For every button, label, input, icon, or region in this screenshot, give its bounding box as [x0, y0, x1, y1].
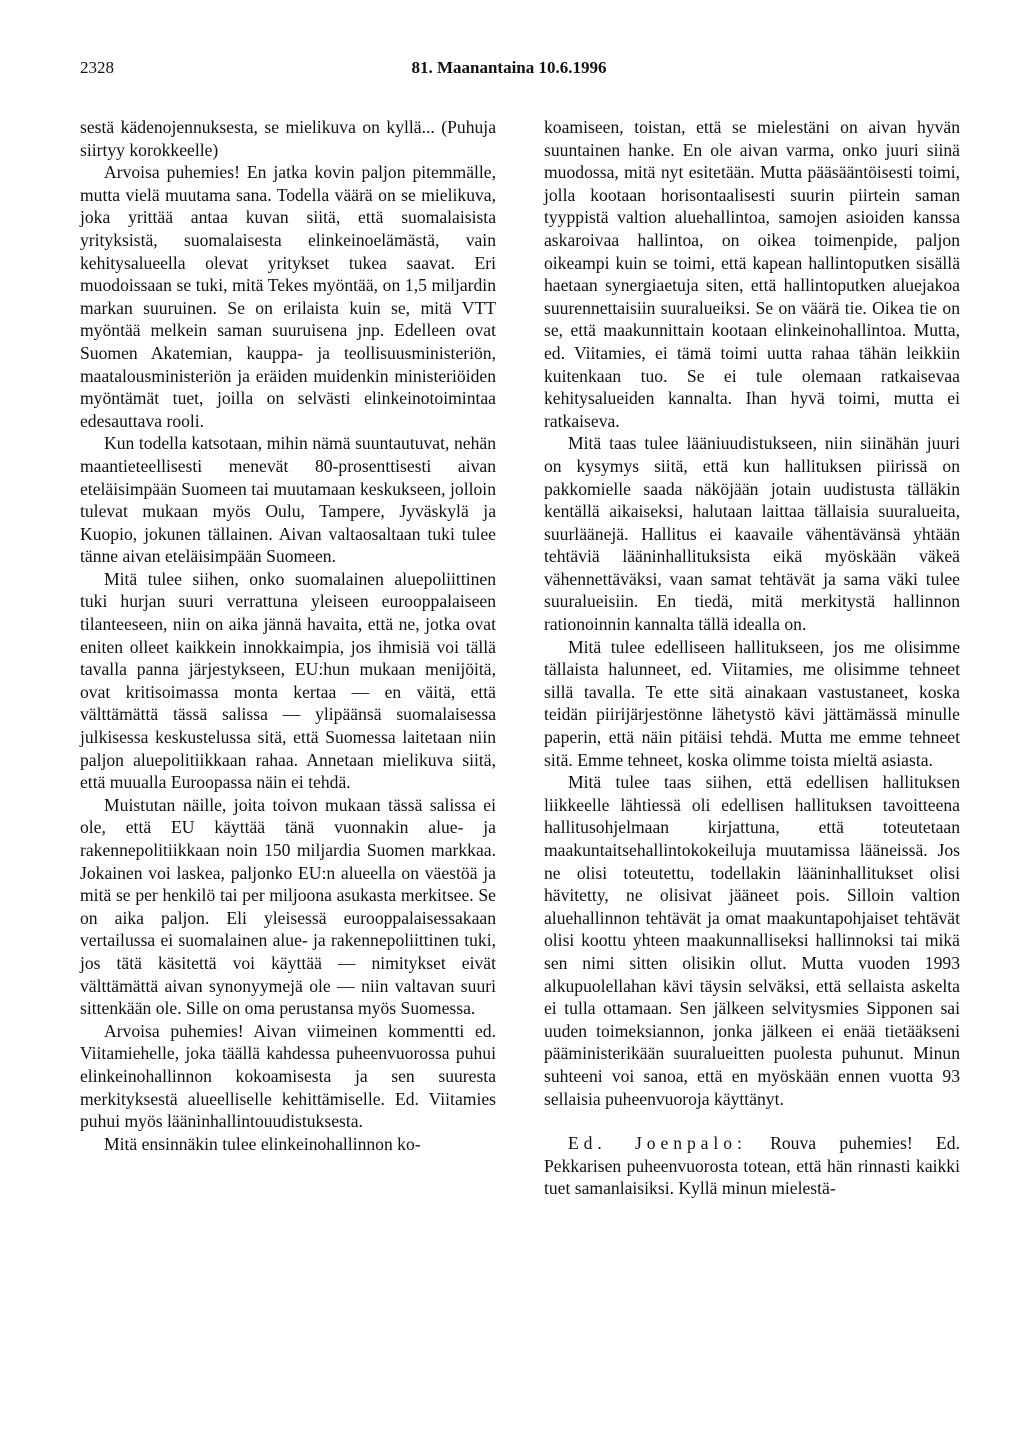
right-column	[544, 116, 960, 1200]
text-columns	[80, 116, 960, 1200]
page-number: 2328	[80, 58, 114, 77]
session-info: 81. Maanantaina 10.6.1996	[411, 58, 607, 77]
paragraph: Arvoisa puhemies! En jatka kovin paljon pitemmälle, mutta vielä muutama sana. Todella väärä on se mielikuva, joka yrittää antaa kuvan siitä, että suomalaisista yrityksistä, suomalaisesta elinkeinoelämästä, vain kehitysalueella olevat yritykset tukea saavat. Eri muodoissaan se tuki, mitä Tekes myöntää, on 1,5 miljardin markan suuruinen. Se on erilaista kuin se, mitä VTT myöntää melkein saman suuruisena jnp. Edelleen ovat Suomen Akatemian, kauppa- ja teollisuusministeriön, maatalousministeriön ja eräiden muidenkin ministeriöiden myöntämät tuet, joilla on selvästi elinkeinotoimintaa edesauttava rooli.	[80, 162, 496, 431]
paragraph: Mitä ensinnäkin tulee elinkeinohallinnon ko-	[104, 1133, 421, 1154]
paragraph: Kun todella katsotaan, mihin nämä suuntautuvat, nehän maantieteellisesti menevät 80-prosenttisesti aivan eteläisimpään Suomeen tai muutamaan keskukseen, jolloin tulevat mukaan myös Oulu, Tampere, Jyväskylä ja Kuopio, jokunen tällainen. Aivan valtaosaltaan tuki tulee tänne aivan eteläisimpään Suomeen.	[80, 433, 496, 567]
paragraph: koamiseen, toistan, että se mielestäni on aivan hyvän suuntainen hanke. En ole aivan varma, onko juuri siinä muodossa, mitä nyt esitetään. Mutta pääsääntöisesti toimi, jolla kootaan horisontaalisesti suurin piirtein saman tyyppistä valtion aluehallintoa, samojen asioiden kanssa askaroivaa hallintoa, on oikea toimenpide, paljon oikeampi kuin se toimi, että kapean hallintoputken sisällä haetaan synergiaetuja siten, että hallintoputken aluejakoa suurennettaisiin suuralueiksi. Se on väärä tie. Oikea tie on se, että maakunnittain kootaan elinkeinohallintoa. Mutta, ed. Viitamies, ei tämä toimi uutta rahaa tähän leikkiin kuitenkaan tuo. Se ei tule olemaan ratkaisevaa kehitysalueiden kannalta. Ihan hyvä toimi, mutta ei ratkaiseva.	[544, 117, 960, 431]
paragraph: Arvoisa puhemies! Aivan viimeinen kommentti ed. Viitamiehelle, joka täällä kahdessa puheenvuorossa puhui elinkeinohallinnon kokoamisesta ja sen suuresta merkityksestä alueelliselle kehittämiselle. Ed. Viitamies puhui myös lääninhallintouudistuksesta.	[80, 1020, 496, 1132]
speech-text: Rouva puhemies! Ed. Pekkarisen puheenvuorosta totean, että hän rinnasti kaikki tuet samanlaisiksi. Kyllä minun mielestä-	[544, 1133, 960, 1199]
paragraph: Muistutan näille, joita toivon mukaan tässä salissa ei ole, että EU käyttää tänä vuonnakin alue- ja rakennepolitiikkaan noin 150 miljardia Suomen markkaa. Jokainen voi laskea, paljonko EU:n alueella on väestöä ja mitä se per henkilö tai per miljoona asukasta merkitsee. Se on aika paljon. Eli yleisessä eurooppalaisessakaan vertailussa ei suomalainen alue- ja rakennepoliittinen tuki, jos tätä käsitettä voi käyttää — nimitykset eivät välttämättä aivan synonyymejä ole — niin valtavan suuri sittenkään ole. Sille on oma perustansa myös Suomessa.	[80, 794, 496, 1019]
left-column	[80, 116, 496, 1200]
paragraph: Mitä tulee edelliseen hallitukseen, jos me olisimme tällaista halunneet, ed. Viitamies, me olisimme tehneet sillä tavalla. Te ette sitä ainakaan vastustaneet, koska teidän piirijärjestönne lähetystö kävi jättämässä minulle paperin, että näin pitäisi tehdä. Mutta me emme tehneet sitä. Emme tehneet, koska olimme toista mieltä asiasta.	[544, 636, 960, 770]
paragraph: Mitä tulee taas siihen, että edellisen hallituksen liikkeelle lähtiessä oli edellisen hallituksen tavoitteena hallitusohjelmaan kirjattuna, että toteutetaan maakuntaitsehallintokokeiluja muutamissa lääneissä. Jos ne olisi toteutettu, todellakin lääninhallitukset olisi hävitetty, ne olisivat jääneet pois. Silloin valtion aluehallinnon tehtävät ja omat maakuntapohjaiset tehtävät olisi koottu yhteen maakunnalliseksi hallinnoksi tai mikä sen nimi sitten olisikin ollut. Mutta vuoden 1993 alkupuolellahan kävi täysin selväksi, että sellaista askelta ei tulla ottamaan. Sen jälkeen selvitysmies Sipponen sai uuden toimeksiannon, jonka jälkeen ei enää tietääkseni pääministerikään suuralueitten puolesta puhunut. Minun suhteeni voi sanoa, että en myöskään ennen vuotta 93 sellaisia puheenvuoroja käyttänyt.	[544, 772, 960, 1109]
speaker-name: Ed. Joenpalo:	[568, 1133, 747, 1154]
paragraph: Mitä tulee siihen, onko suomalainen aluepoliittinen tuki hurjan suuri verrattuna yleiseen eurooppalaiseen tilanteeseen, niin on aika jännä havaita, että ne, jotka ovat eniten olleet kaikkein innokkaimpia, jos ihmisiä voi tällä tavalla panna järjestykseen, EU:hun mukaan menijöitä, ovat kritisoimassa monta kertaa — en väitä, että välttämättä tässä salissa — ylipäänsä suomalaisessa julkisessa keskustelussa sitä, että Suomessa laitetaan niin paljon aluepolitiikkaan rahaa. Annetaan mielikuva siitä, että muualla Euroopassa näin ei tehdä.	[80, 568, 496, 793]
paragraph: sestä kädenojennuksesta, se mielikuva on kyllä... (Puhuja siirtyy korokkeelle)	[80, 117, 496, 160]
paragraph: Mitä taas tulee lääniuudistukseen, niin siinähän juuri on kysymys siitä, että kun hallituksen piirissä on pakkomielle saada näköjään jotain uudistusta tälläkin kentällä aikaiseksi, halutaan laittaa tällaisia suuralueita, suurläänejä. Hallitus ei kaavaile vähentävänsä yhtään tehtäviä lääninhallituksista eikä myöskään väkeä vähennettäväksi, vaan samat tehtävät ja sama väki tulee suuralueisiin. En tiedä, mitä merkitystä hallinnon rationoinnin kannalta tällä idealla on.	[544, 433, 960, 635]
speaker-paragraph	[544, 1132, 960, 1200]
page-header	[80, 56, 938, 80]
